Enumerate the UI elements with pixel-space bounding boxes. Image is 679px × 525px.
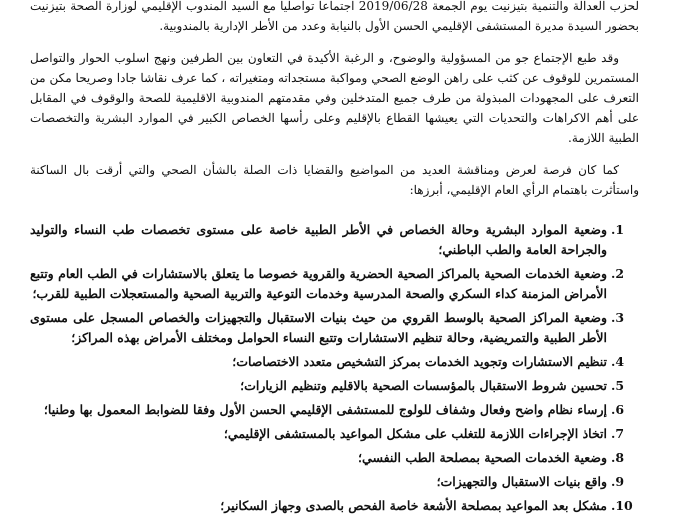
- intro-paragraph-2: وقد طبع الإجتماع جو من المسؤولية والوضوح، و الرغبة الأكيدة في التعاون بين الطرفين ونهج اسلوب الحوار والتواصل المستمرين للوقوف عن كثب على راهن الوضع الصحي ومواكبة مستجداته ومتغيراته ، كما عرف نقاشا جادا وصريحا مكن من التعرف على المجهودات المبذولة من طرف جميع المتدخلين وفي مقدمتهم المندوبية الاقليمية للصحة والوقوف في المقابل على أهم الاكراهات والتحديات التي يعيشها القطاع بالإقليم وعلى رأسها الخصاص الكبير في الموارد البشرية والتخصصات الطبية اللازمة.: [30, 51, 639, 145]
- list-item: [30, 424, 639, 444]
- list-item: [30, 308, 639, 348]
- intro-paragraph-1: لحزب العدالة والتنمية بتيزنيت يوم الجمعة 2019/06/28 اجتماعا تواصليا مع السيد المندوب الإقليمي لوزارة الصحة بتيزنيت بحضور السيدة مديرة المستشفى الإقليمي الحسن الأول بالنيابة وعدد من الأطر الإدارية بالمندوبية.: [30, 0, 639, 33]
- list-item: [30, 220, 639, 260]
- item-text: إرساء نظام واضح وفعال وشفاف للولوج للمستشفى الإقليمي الحسن الأول وفقا للضوابط المعمول بها وطنيا؛: [43, 402, 607, 417]
- item-text: اتخاذ الإجراءات اللازمة للتغلب على مشكل المواعيد بالمستشفى الإقليمي؛: [223, 426, 607, 441]
- item-text: واقع بنيات الاستقبال والتجهيزات؛: [436, 474, 607, 489]
- item-text: وضعية الخدمات الصحية بمصلحة الطب النفسي؛: [358, 450, 607, 465]
- item-number: 3.: [611, 310, 625, 325]
- item-number: 5.: [611, 378, 625, 393]
- item-text: وضعية الخدمات الصحية بالمراكز الصحية الحضرية والقروية خصوصا ما يتعلق بالاستشارات في الطب العام وتتبع الأمراض المزمنة كداء السكري والصحة المدرسية وخدمات التوعية والتربية الصحية والمستعجلات الطبية للقرب؛: [30, 266, 607, 301]
- issues-list: [30, 220, 639, 520]
- list-item: [30, 448, 639, 468]
- item-number: 7.: [611, 426, 625, 441]
- list-item: [30, 400, 639, 420]
- list-item: [30, 264, 639, 304]
- item-number: 8.: [611, 450, 625, 465]
- item-number: 4.: [611, 354, 625, 369]
- item-number: 6.: [611, 402, 625, 417]
- item-number: 9.: [611, 474, 625, 489]
- intro-text: [30, 0, 639, 204]
- item-text: وضعية المراكز الصحية بالوسط القروي من حيث بنيات الاستقبال والتجهيزات والخصاص المسجل على مستوى الأطر الطبية والتمريضية، وحالة تنظيم الاستشارات وتتبع النساء الحوامل ومختلف الأمراض بهذه المراكز؛: [30, 310, 607, 345]
- list-item: [30, 376, 639, 396]
- item-text: مشكل بعد المواعيد بمصلحة الأشعة خاصة الفحص بالصدى وجهاز السكانير؛: [220, 498, 607, 513]
- intro-paragraph-3: كما كان فرصة لعرض ومناقشة العديد من المواضيع والقضايا ذات الصلة بالشأن الصحي والتي أرقت بال الساكنة واستأثرت باهتمام الرأي العام الإقليمي، أبرزها:: [30, 163, 639, 197]
- list-item: [30, 352, 639, 372]
- item-number: 1.: [611, 222, 625, 237]
- list-item: [30, 496, 639, 516]
- list-item: [30, 472, 639, 492]
- item-text: تنظيم الاستشارات وتجويد الخدمات بمركز التشخيص متعدد الاختصاصات؛: [232, 354, 607, 369]
- item-number: 2.: [611, 266, 625, 281]
- item-text: تحسين شروط الاستقبال بالمؤسسات الصحية بالاقليم وتنظيم الزيارات؛: [240, 378, 607, 393]
- item-number: 10.: [611, 498, 633, 513]
- item-text: وضعية الموارد البشرية وحالة الخصاص في الأطر الطبية خاصة على مستوى تخصصات طب النساء والتوليد والجراحة العامة والطب الباطني؛: [30, 222, 607, 257]
